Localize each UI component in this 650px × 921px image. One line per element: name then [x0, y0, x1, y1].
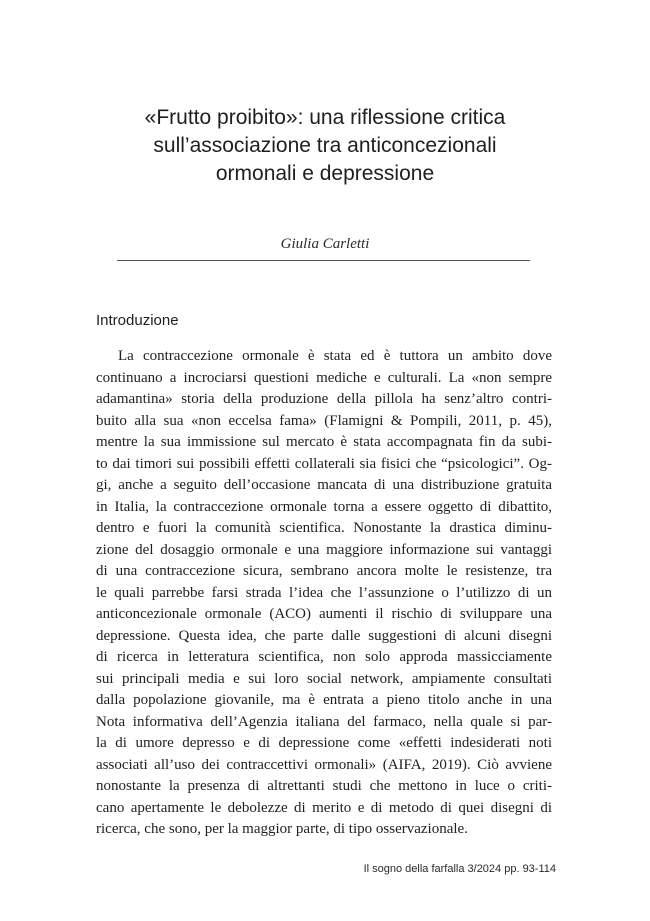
running-footer: Il sogno della farfalla 3/2024 pp. 93-114	[363, 863, 556, 875]
paragraph-line: la di umore depresso e di depressione come «effetti indesiderati noti	[96, 735, 552, 751]
paragraph-line: adamantina» storia della produzione della pillola ha senz’altro contri-	[96, 391, 552, 407]
article-title-line: ormonali e depressione	[215, 162, 435, 185]
body-paragraph	[96, 346, 552, 841]
paragraph-line: nonostante la presenza di altrettanti studi che mettono in luce o criti-	[96, 778, 552, 794]
paragraph-line: cano apertamente le debolezze di merito e di metodo di quei disegni di	[96, 799, 552, 816]
paragraph-line: gi, anche a seguito dell’occasione mancata di una distribuzione gratuita	[96, 477, 552, 493]
paragraph-line: to dai timori sui possibili effetti collaterali sia fisici che “psicologici”. Og-	[96, 455, 552, 472]
section-heading: Introduzione	[96, 312, 179, 329]
paragraph-line: Nota informativa dell’Agenzia italiana del farmaco, nella quale si par-	[96, 713, 552, 730]
paragraph-line: ricerca, che sono, per la maggior parte, di tipo osservazionale.	[96, 821, 468, 837]
paragraph-line: le quali parrebbe farsi strada l’idea che l’assunzione o l’utilizzo di un	[96, 584, 552, 601]
paragraph-line: sui principali media e sui loro social network, ampiamente consultati	[96, 670, 552, 687]
paragraph-line: anticoncezionale ormonale (ACO) aumenti il rischio di sviluppare una	[96, 606, 552, 622]
author-name: Giulia Carletti	[280, 236, 370, 252]
paragraph-line: zione del dosaggio ormonale e una maggiore informazione sui vantaggi	[96, 541, 552, 558]
paragraph-line: dentro e fuori la comunità scientifica. Nonostante la drastica diminu-	[96, 520, 552, 536]
paragraph-line: dalla popolazione giovanile, ma è entrata a pieno titolo anche in una	[96, 692, 552, 708]
paragraph-line: di ricerca in letteratura scientifica, non solo approda massicciamente	[96, 649, 552, 665]
article-title	[40, 104, 610, 188]
paragraph-line: buito alla sua «non eccelsa fama» (Flamigni & Pompili, 2011, p. 45),	[96, 412, 552, 429]
paragraph-line: in Italia, la contraccezione ormonale torna a essere oggetto di dibattito,	[96, 498, 552, 515]
article-title-line: «Frutto proibito»: una riflessione critica	[144, 106, 506, 129]
paragraph-line: continuano a incrociarsi questioni mediche e culturali. La «non sempre	[96, 369, 552, 386]
paragraph-line: La contraccezione ormonale è stata ed è tuttora un ambito dove	[118, 348, 552, 364]
paragraph-line: mentre la sua immissione sul mercato è stata accompagnata fin da subi-	[96, 434, 552, 450]
paragraph-line: depressione. Questa idea, che parte dalle suggestioni di alcuni disegni	[96, 627, 552, 644]
paragraph-line: associati all’uso dei contraccettivi ormonali» (AIFA, 2019). Ciò avviene	[96, 756, 552, 773]
article-title-line: sull’associazione tra anticoncezionali	[153, 134, 497, 157]
paragraph-line: di una contraccezione sicura, sembrano ancora molte le resistenze, tra	[96, 563, 552, 579]
title-divider	[117, 260, 530, 261]
